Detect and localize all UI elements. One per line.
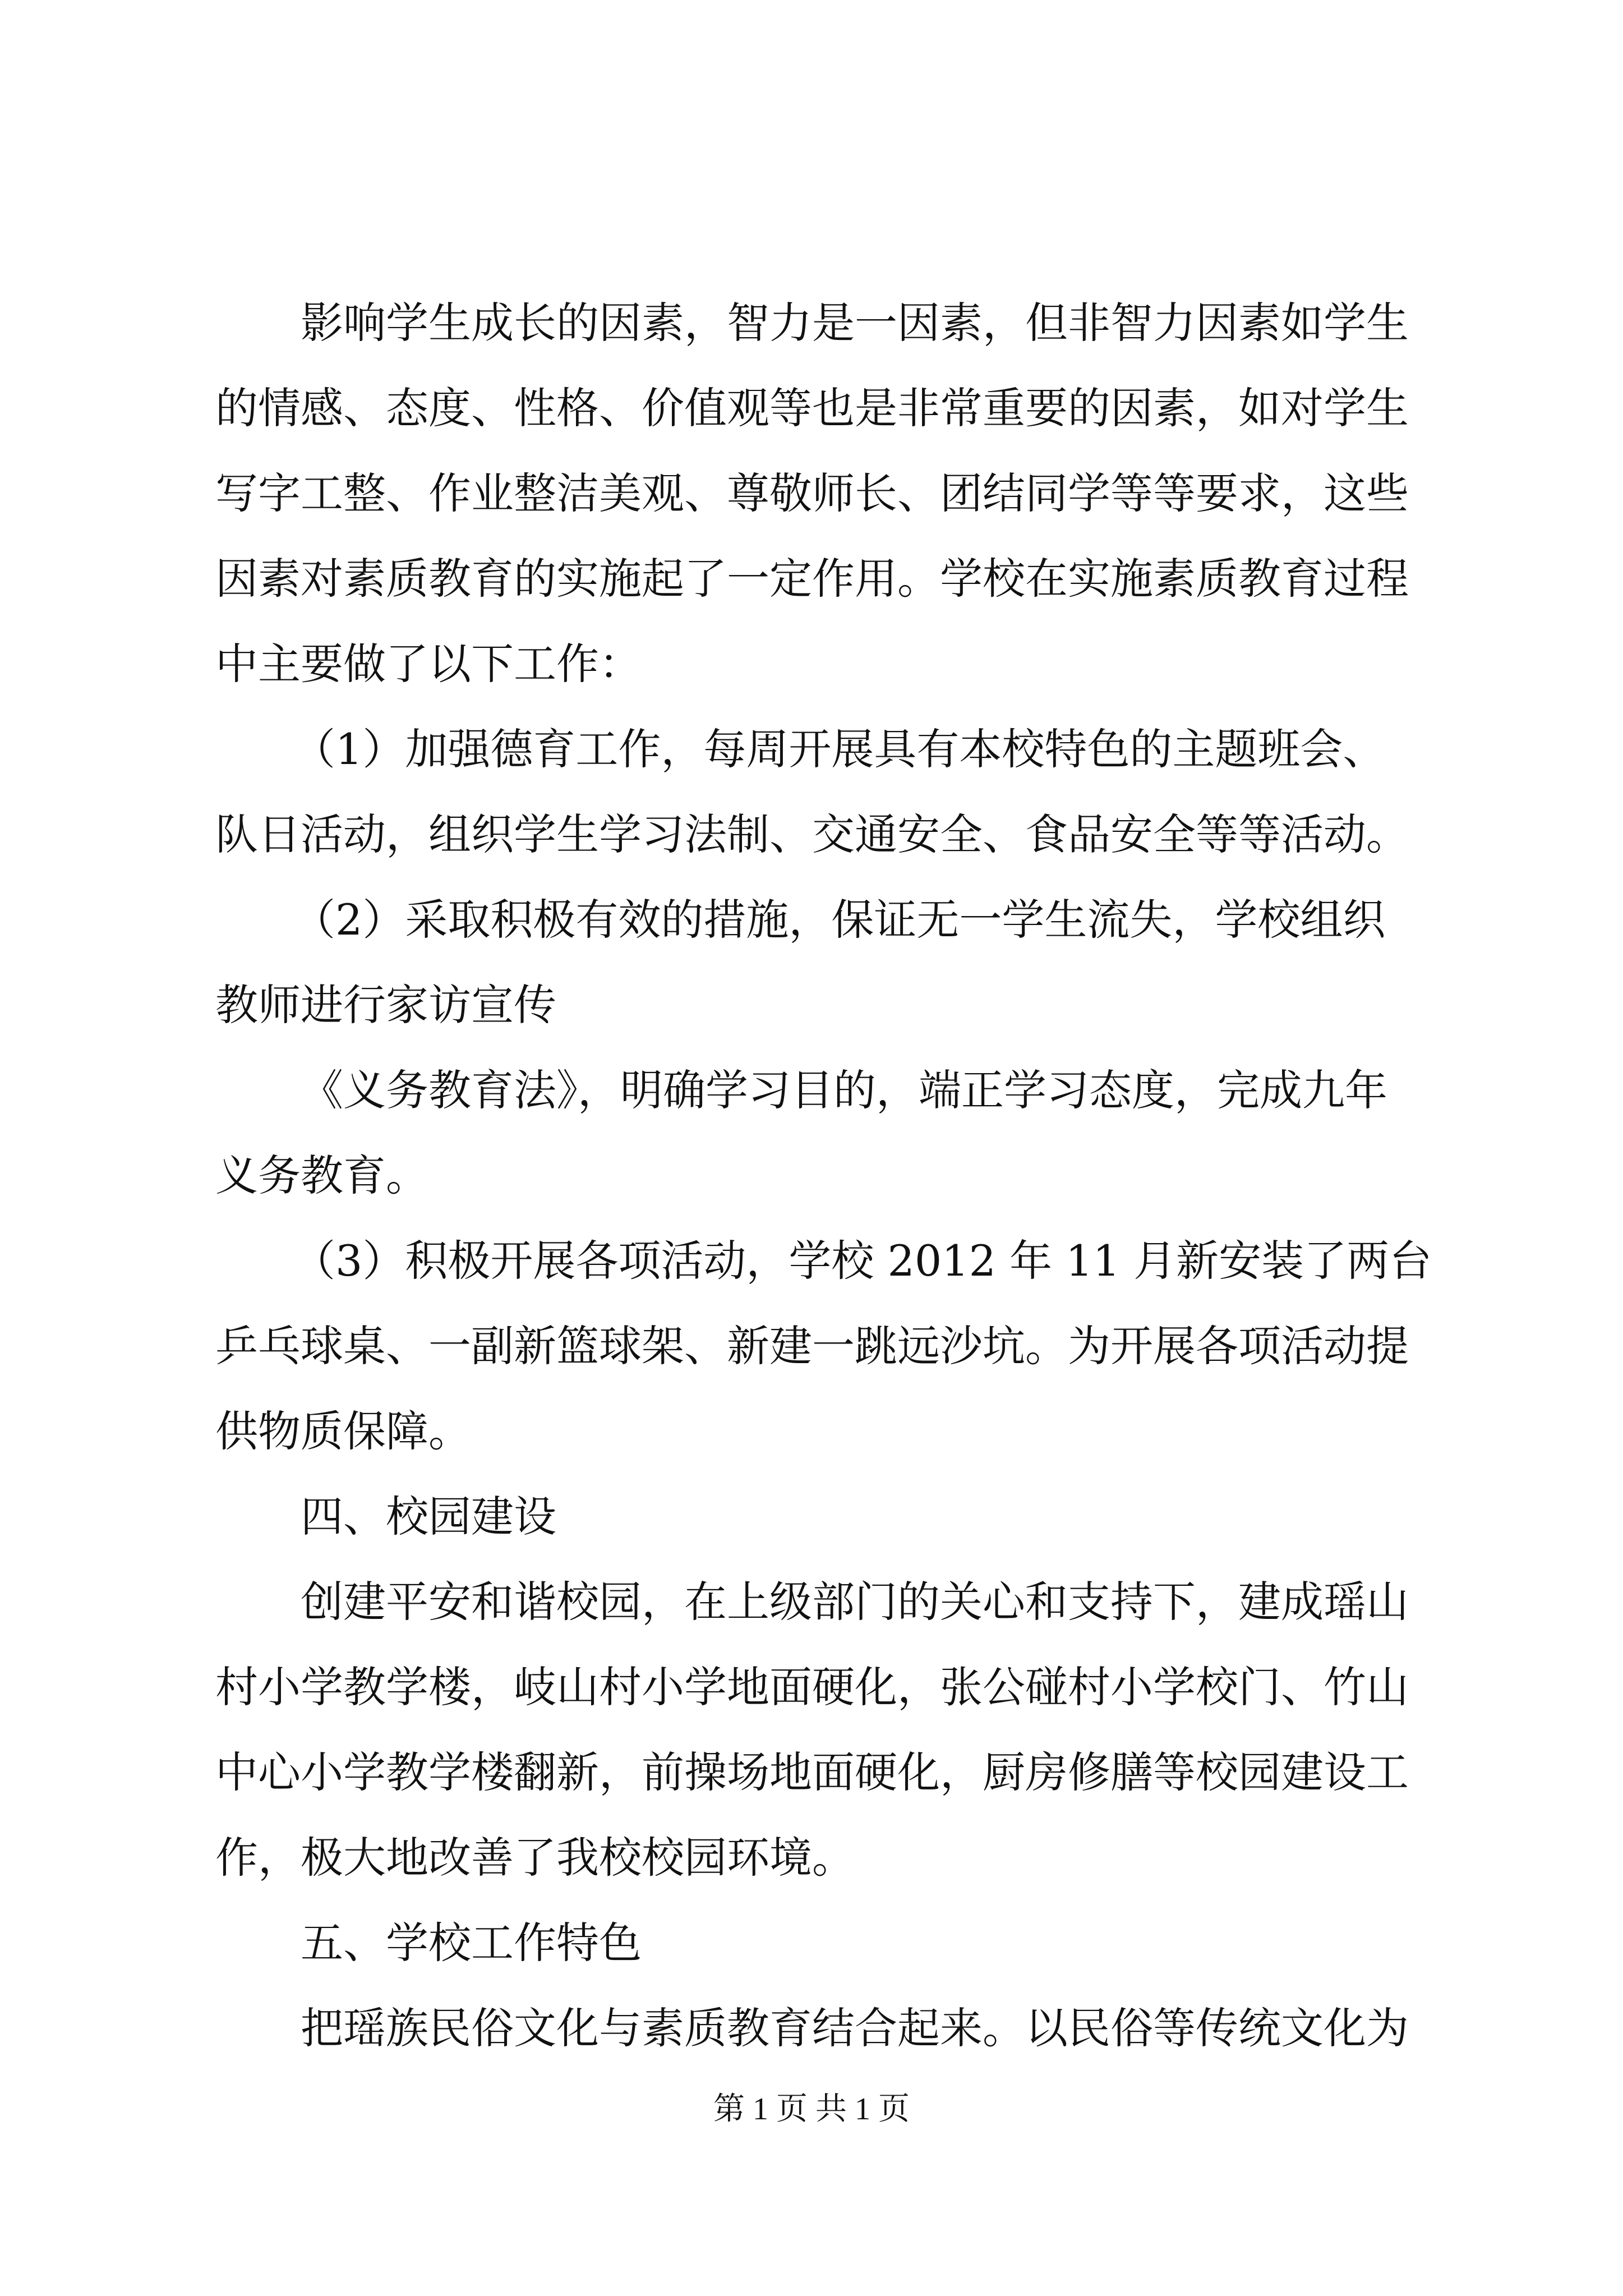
document-body [215,280,1432,2071]
list-item-line: （2）采取积极有效的措施，保证无一学生流失，学校组织 [293,895,1386,945]
section-heading: 五、学校工作特色 [301,1918,642,1968]
list-item-line: （3）积极开展各项活动，学校 2012 年 11 月新安装了两台 [293,1236,1432,1286]
paragraph-line: 创建平安和谐校园，在上级部门的关心和支持下，建成瑶山 [301,1577,1409,1627]
paragraph-line: 中主要做了以下工作： [215,639,642,689]
paragraph-line: 的情感、态度、性格、价值观等也是非常重要的因素，如对学生 [215,383,1409,433]
paragraph-line: 作，极大地改善了我校校园环境。 [215,1833,855,1883]
page-number-footer: 第 1 页 共 1 页 [713,2092,910,2127]
section-heading: 四、校园建设 [301,1492,556,1542]
paragraph-line: 影响学生成长的因素，智力是一因素，但非智力因素如学生 [301,298,1409,348]
paragraph-line: 把瑶族民俗文化与素质教育结合起来。以民俗等传统文化为 [301,2003,1409,2053]
list-item-line: 队日活动，组织学生学习法制、交通安全、食品安全等等活动。 [215,809,1409,859]
paragraph-line: 写字工整、作业整洁美观、尊敬师长、团结同学等等要求，这些 [215,468,1409,518]
list-item-line: （1）加强德育工作，每周开展具有本校特色的主题班会、 [293,724,1386,774]
paragraph-line: 因素对素质教育的实施起了一定作用。学校在实施素质教育过程 [215,554,1409,604]
paragraph-line: 村小学教学楼，岐山村小学地面硬化，张公碰村小学校门、竹山 [215,1662,1409,1712]
list-item-line: 乒乓球桌、一副新篮球架、新建一跳远沙坑。为开展各项活动提 [215,1321,1409,1371]
list-item-line: 供物质保障。 [215,1406,471,1456]
paragraph-line: 中心小学教学楼翻新，前操场地面硬化，厨房修膳等校园建设工 [215,1747,1409,1797]
paragraph-line: 义务教育。 [215,1151,428,1200]
list-item-line: 教师进行家访宣传 [215,980,556,1030]
paragraph-line: 《义务教育法》，明确学习目的，端正学习态度，完成九年 [301,1065,1387,1115]
